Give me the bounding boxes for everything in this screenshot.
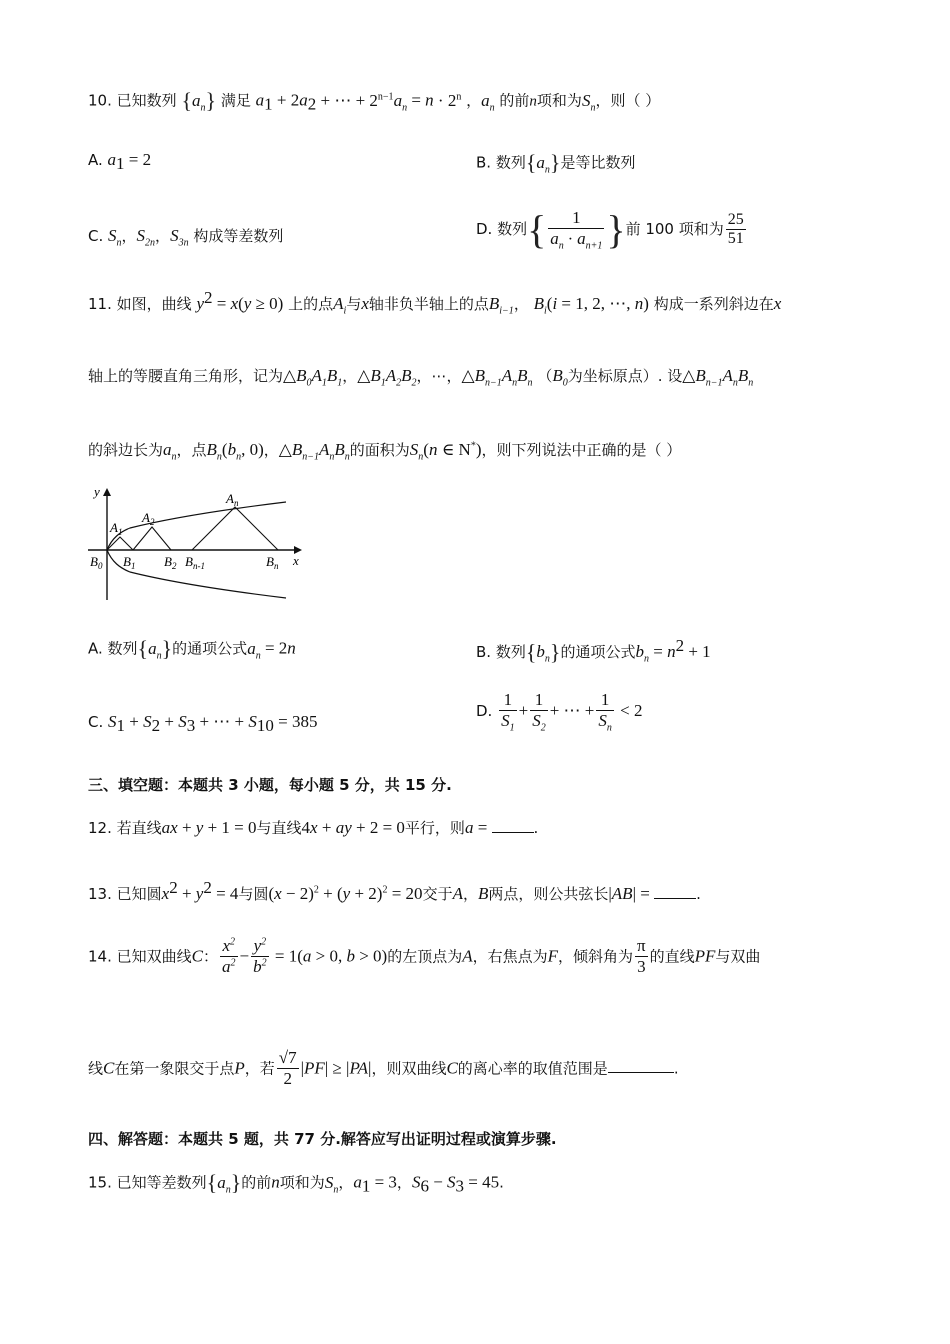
triangle-2 (133, 527, 171, 550)
q12: 12. 若直线ax + y + 1 = 0与直线4x + ay + 2 = 0平行，则a = . (88, 818, 539, 837)
q15: 15. 已知等差数列$\{a_n\}$的前n项和为$S_n$，$a_1 = 3$，$S_6 - S_3 = 45$. (88, 1170, 504, 1196)
q13: 13. 已知圆$x^2 + y^2 = 4$与圆$(x - 2)^2 + (y + 2)^2 = 20$交于A，B两点，则公共弦长|AB| = . (88, 878, 701, 903)
section-4-heading: 四、解答题：本题共 5 题，共 77 分.解答应写出证明过程或演算步骤. (88, 1130, 557, 1148)
curve-upper (107, 502, 286, 550)
section-3-heading: 三、填空题：本题共 3 小题，每小题 5 分，共 15 分. (88, 776, 452, 794)
label-an: $A_n$ (226, 491, 239, 508)
q11-figure (80, 482, 320, 604)
q14-line1: 14. 已知双曲线C： $\frac{x^2}{a^2}$ − $\frac{y^2}{b^2}$ = 1(a > 0, b > 0)的左顶点为A，右焦点为F，倾斜角为 $\frac{\pi}{3}$ 的直线PF与双曲 (88, 936, 761, 977)
q11-stem-line2: 轴上的等腰直角三角形，记为$\triangle B_0A_1B_1$，$\triangle B_1A_2B_2$，⋯，$\triangle B_{n-1}A_nB_n$ （$B_0$为坐标原点）. 设$\triangle B_{n-1}A_nB_n$ (88, 366, 754, 389)
label-a1: $A_1$ (110, 520, 123, 537)
y-axis-arrow (103, 488, 111, 496)
q13-blank[interactable] (654, 886, 696, 899)
q11-option-a: A. 数列$\{a_n\}$的通项公式$a_n = 2n$ (88, 636, 296, 662)
q12-blank[interactable] (492, 820, 534, 833)
q11-stem-line3: 的斜边长为$a_n$，点$B_n(b_n$, 0)，$\triangle B_{n-1}A_nB_n$的面积为$S_n(n$ ∈ N*)，则下列说法中正确的是（ ） (88, 440, 682, 463)
q11-option-b: B. 数列$\{b_n\}$的通项公式$b_n = n^2 + 1$ (476, 636, 711, 665)
q11-stem-line1: 11. 如图，曲线 $y^2 = x(y \ge 0)$ 上的点$A_i$与x轴非负半轴上的点$B_{i-1}$， $B_i(i = 1$, 2, ⋯, n) 构成一系列斜边在x (88, 288, 782, 317)
label-x: x (293, 553, 299, 568)
curve-lower (107, 550, 286, 598)
label-b2: $B_2$ (164, 554, 177, 571)
q10-option-d: D. 数列{ $\frac{1}{a_n \cdot a_{n+1}}$ }前 100 项和为 $\frac{25}{51}$ (476, 207, 744, 252)
q10-option-a: A. $a_1 = 2$ (88, 150, 152, 173)
q11-option-c: C. $S_1 + S_2 + S_3$ + ⋯ + $S_{10} = 385$ (88, 712, 318, 735)
label-b1: $B_1$ (123, 554, 136, 571)
label-bn1: $B_{n-1}$ (185, 554, 205, 571)
q10-number: 10. (88, 91, 112, 110)
q14-line2: 线C在第一象限交于点P，若 $\frac{√7}{2}$ |PF| ≥ |PA|，则双曲线C的离心率的取值范围是 . (88, 1048, 679, 1089)
label-bn: $B_n$ (266, 554, 279, 571)
q11-option-d: D. $\frac{1}{S_1}$ + $\frac{1}{S_2}$ + ⋯ + $\frac{1}{S_n}$ < 2 (476, 690, 643, 734)
label-b0: $B_0$ (90, 554, 103, 571)
q10-option-b: B. 数列$\{a_n\}$是等比数列 (476, 150, 636, 175)
label-a2: $A_2$ (142, 510, 155, 527)
q10-option-c: C. $S_n$，$S_{2n}$，$S_{3n}$ 构成等差数列 (88, 226, 284, 249)
q10-stem: 10. 已知数列 $\{a_n\}$ 满足 $a_1 + 2a_2$ + ⋯ + $2^{n-1}a_n = n \cdot 2^n$ ，$a_n$ 的前n项和为$S_n$，则（ ） (88, 88, 661, 114)
q14-blank[interactable] (608, 1060, 674, 1073)
label-y: y (94, 484, 100, 499)
